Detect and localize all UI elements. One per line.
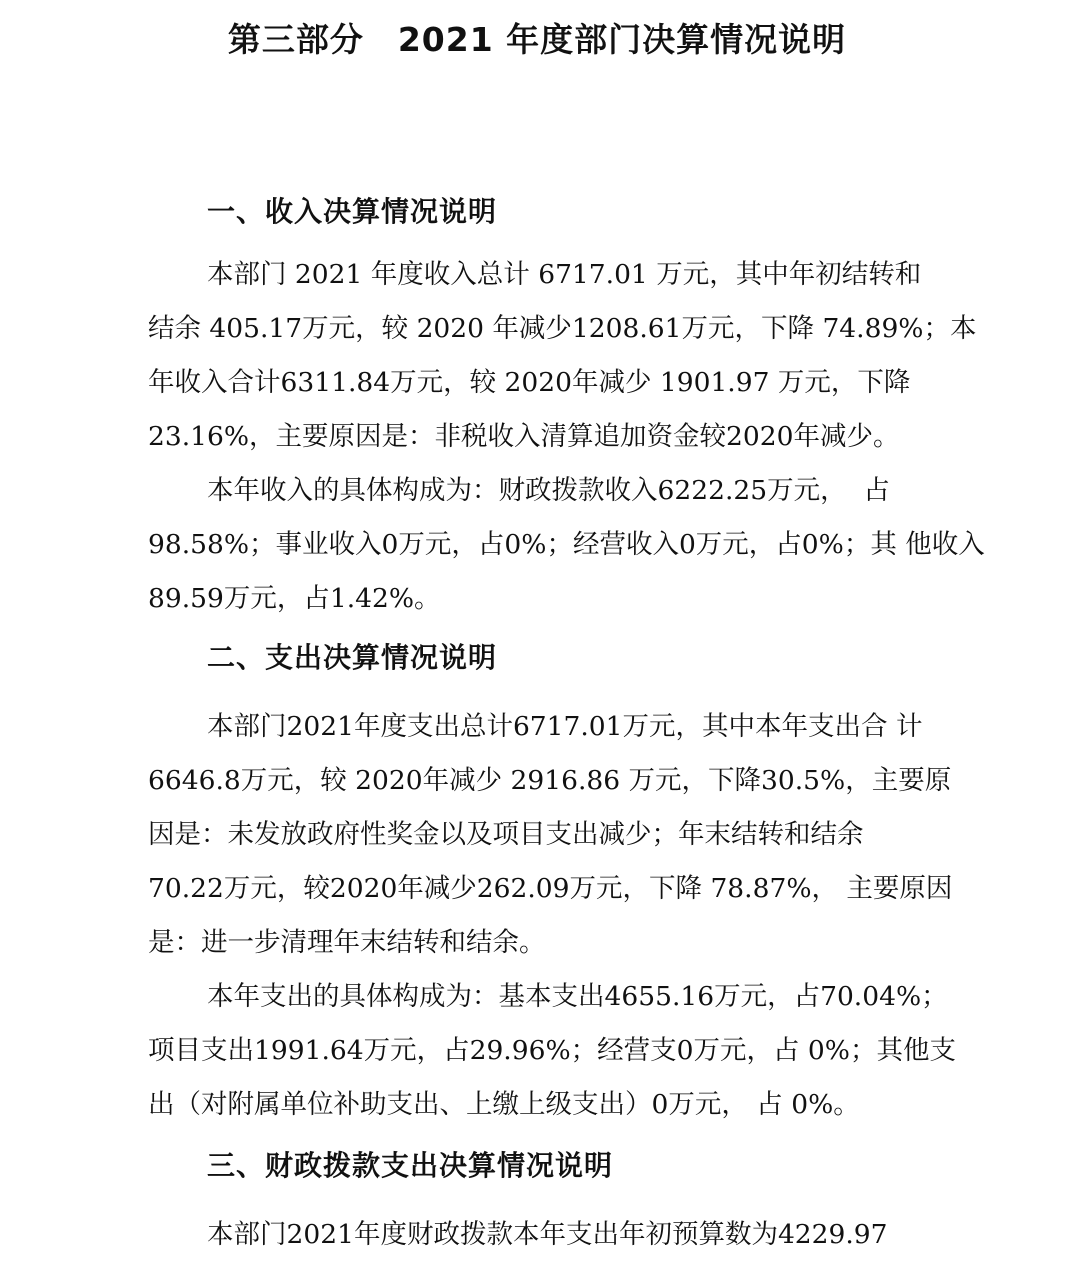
section-heading-income: 一、收入决算情况说明: [207, 195, 498, 228]
paragraph-line: 出（对附属单位补助支出、上缴上级支出）0万元， 占 0%。: [148, 1089, 860, 1120]
paragraph-line: 本部门2021年度支出总计6717.01万元，其中本年支出合 计: [207, 711, 923, 742]
paragraph-line: 本年支出的具体构成为：基本支出4655.16万元，占70.04%；: [207, 981, 948, 1012]
section-heading-expenditure: 二、支出决算情况说明: [207, 641, 498, 674]
paragraph-line: 本部门2021年度财政拨款本年支出年初预算数为4229.97: [207, 1219, 888, 1250]
paragraph-line: 98.58%；事业收入0万元，占0%；经营收入0万元，占0%；其 他收入: [148, 529, 985, 560]
paragraph-line: 年收入合计6311.84万元，较 2020年减少 1901.97 万元，下降: [148, 367, 911, 398]
paragraph-line: 89.59万元，占1.42%。: [148, 583, 441, 614]
paragraph-line: 本部门 2021 年度收入总计 6717.01 万元，其中年初结转和: [207, 259, 922, 290]
paragraph-line: 23.16%，主要原因是：非税收入清算追加资金较2020年减少。: [148, 421, 900, 452]
paragraph-line: 本年收入的具体构成为：财政拨款收入6222.25万元， 占: [207, 475, 890, 506]
page-title: 第三部分 2021 年度部门决算情况说明: [227, 20, 847, 59]
paragraph-line: 结余 405.17万元，较 2020 年减少1208.61万元，下降 74.89%；本: [148, 313, 977, 344]
paragraph-line: 项目支出1991.64万元，占29.96%；经营支0万元，占 0%；其他支: [148, 1035, 956, 1066]
paragraph-line: 70.22万元，较2020年减少262.09万元，下降 78.87%， 主要原因: [148, 873, 953, 904]
paragraph-line: 是：进一步清理年末结转和结余。: [148, 927, 546, 958]
paragraph-line: 6646.8万元，较 2020年减少 2916.86 万元，下降30.5%，主要原: [148, 765, 952, 796]
section-heading-fiscal-appropriation: 三、财政拨款支出决算情况说明: [207, 1149, 614, 1182]
paragraph-line: 因是：未发放政府性奖金以及项目支出减少；年末结转和结余: [148, 819, 864, 850]
